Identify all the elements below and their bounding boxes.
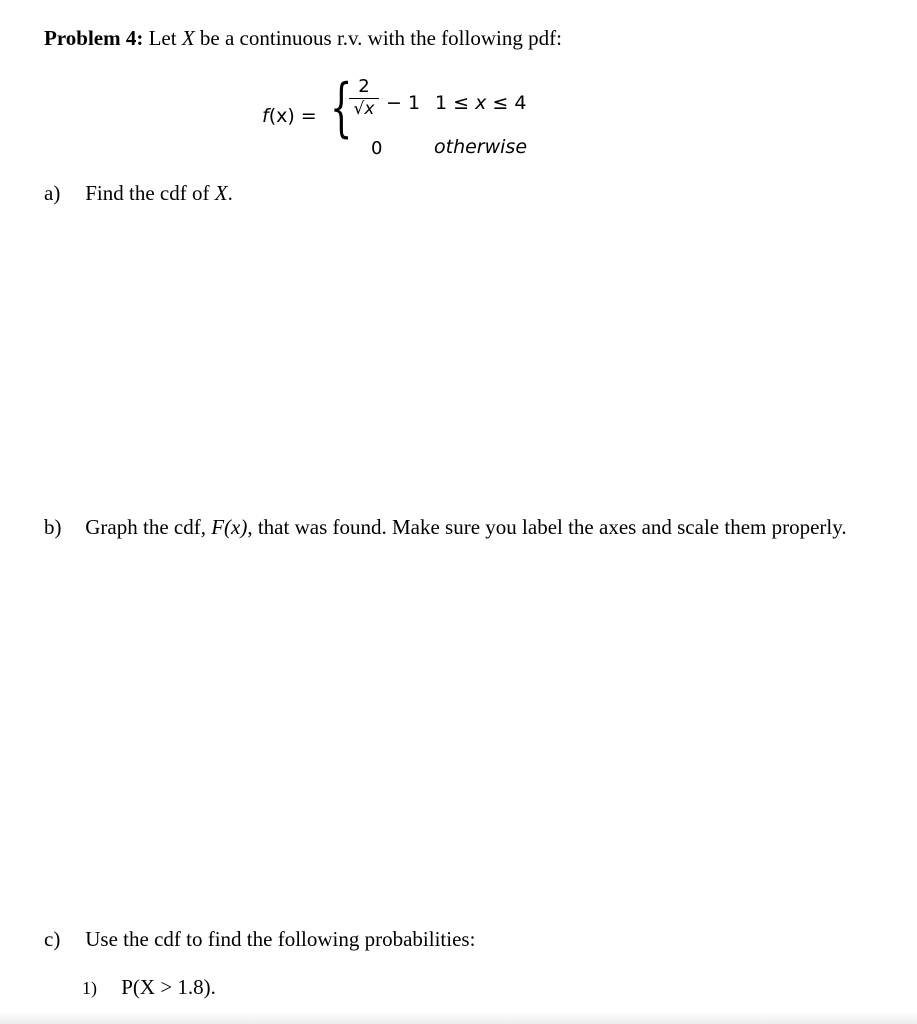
fraction-numerator: 2 xyxy=(358,76,370,97)
intro-post: be a continuous r.v. with the following pdf: xyxy=(199,26,562,50)
question-b-func: F(x) xyxy=(211,515,248,539)
problem-heading xyxy=(44,26,562,51)
question-c-item xyxy=(82,975,216,1000)
question-c-text: Use the cdf to find the following probabilities: xyxy=(85,927,476,951)
problem-label: Problem 4: xyxy=(44,26,144,50)
question-b-end: , that was found. Make sure you label the axes and scale them properly. xyxy=(247,515,847,539)
question-a-var: X xyxy=(214,181,228,205)
question-a-end: . xyxy=(227,181,233,205)
cond-le-1: ≤ xyxy=(453,92,470,114)
cond-lower: 1 xyxy=(435,92,448,114)
sqrt-symbol: √ xyxy=(353,99,365,119)
question-c-item-text: P(X > 1.8). xyxy=(121,975,216,999)
fraction xyxy=(349,76,379,119)
question-a-label: a) xyxy=(44,181,61,205)
pdf-formula xyxy=(262,72,562,168)
formula-zero: 0 xyxy=(371,138,383,159)
page-bottom-edge xyxy=(0,1012,917,1024)
question-c-label: c) xyxy=(44,927,61,951)
question-c-item-label: 1) xyxy=(82,978,97,998)
question-b xyxy=(44,515,847,540)
cond-upper: 4 xyxy=(514,92,527,114)
intro-var: X xyxy=(181,26,195,50)
question-a-text: Find the cdf of xyxy=(85,181,210,205)
sqrt-var: x xyxy=(364,99,375,119)
intro-pre: Let xyxy=(148,26,177,50)
question-a xyxy=(44,181,233,206)
question-c xyxy=(44,927,475,952)
formula-func: f xyxy=(262,105,269,127)
question-b-text: Graph the cdf, xyxy=(85,515,206,539)
formula-lhs xyxy=(262,105,317,127)
cond-var: x xyxy=(475,92,487,114)
question-b-label: b) xyxy=(44,515,62,539)
formula-arg: (x) = xyxy=(268,105,317,127)
formula-condition xyxy=(435,92,526,114)
cond-le-2: ≤ xyxy=(492,92,509,114)
fraction-denominator xyxy=(349,99,379,119)
formula-otherwise: otherwise xyxy=(434,136,528,158)
formula-term: − 1 xyxy=(386,92,421,114)
left-brace-icon: { xyxy=(330,71,353,145)
